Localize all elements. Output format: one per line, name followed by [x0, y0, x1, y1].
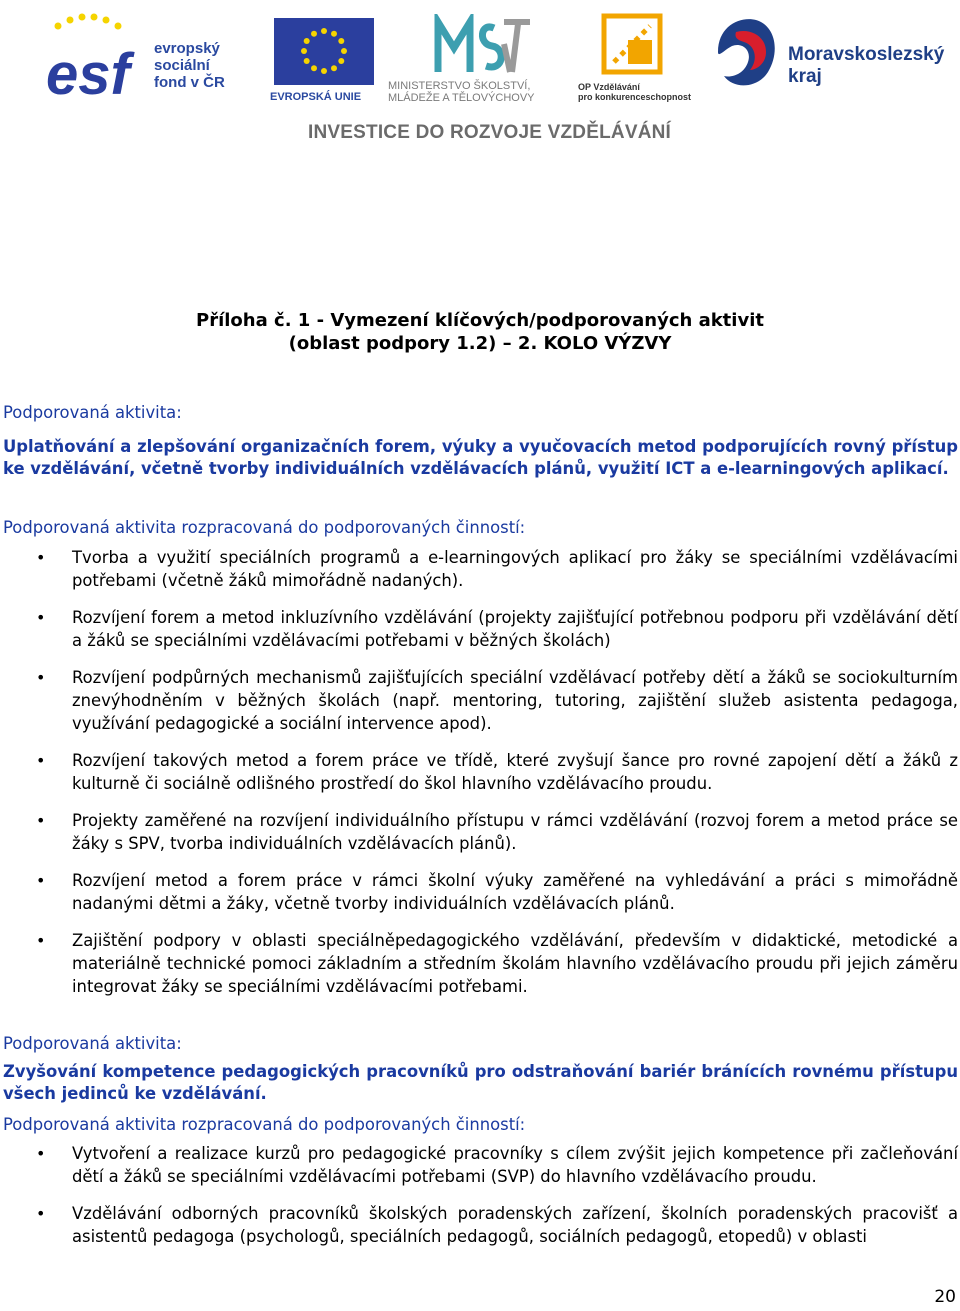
section1-activity: Uplatňování a zlepšování organizačních forem, výuky a vyučovacích metod podporujících rovný přístup ke vzdělávání, včetně tvorby individuálních vzdělávacích plánů, využití ICT a e-learningových aplikací. [3, 437, 958, 478]
page-number: 20 [934, 1287, 956, 1307]
moravskoslezsky-kraj-logo [710, 12, 945, 107]
list-item: • Vytvoření a realizace kurzů pro pedagogické pracovníky s cílem zvýšit jejich kompetence při začleňování dětí a žáků se speciálními vzdělávacími potřebami (SVP) do hlavního vzdělávacího proudu. [0, 1142, 960, 1188]
list-item: • Rozvíjení metod a forem práce v rámci školní výuky zaměřené na vyhledávání a práci s mimořádně nadanými dětmi a žáky, včetně tvorby individuálních vzdělávacích plánů. [0, 869, 960, 915]
op-vzdelavani-logo [578, 12, 703, 107]
section1-label: Podporovaná aktivita: [3, 403, 182, 422]
msk-text-line: Moravskoslezský [788, 44, 945, 65]
list-item: • Rozvíjení podpůrných mechanismů zajišťujících speciální vzdělávací potřeby dětí a žáků se sociokulturním znevýhodněním v běžných školách (např. mentoring, tutoring, zajištění služeb asistenta pedagoga, využívání pedagogické a sociální intervence apod). [0, 666, 960, 735]
svg-text:esf: esf [46, 42, 130, 107]
list-item: • Zajištění podpory v oblasti speciálněpedagogického vzdělávání, především v didaktické, metodické a materiálně technické pomoci základním a středním školám hlavního vzdělávacího proudu při jejich záměru integrovat žáky se speciálními vzdělávacími potřebami. [0, 929, 960, 998]
section2-label: Podporovaná aktivita: [3, 1034, 182, 1053]
eu-flag-icon [274, 18, 374, 85]
list-item: • Rozvíjení takových metod a forem práce ve třídě, které zvyšují šance pro rovné zapojení dětí a žáků z kulturně či sociálně odlišného prostředí do škol hlavního vzdělávacího proudu. [0, 749, 960, 795]
logo-banner [38, 0, 945, 160]
section2-detail-label: Podporovaná aktivita rozpracovaná do podporovaných činností: [3, 1115, 526, 1134]
section1-activity-list [0, 546, 960, 1012]
list-item: • Tvorba a využití speciálních programů a e-learningových aplikací pro žáky se speciálními vzdělávacími potřebami (včetně žáků mimořádně nadaných). [0, 546, 960, 592]
list-item: • Rozvíjení forem a metod inkluzívního vzdělávání (projekty zajišťující potřebnou podporu při vzdělávání dětí a žáků se speciálními vzdělávacími potřebami v běžných školách) [0, 606, 960, 652]
msmt-mark-icon [432, 14, 532, 78]
section2-activity-list [0, 1142, 960, 1262]
section1-detail-label: Podporovaná aktivita rozpracovaná do podporovaných činností: [3, 518, 526, 537]
msk-mark-icon [710, 12, 782, 92]
slogan: INVESTICE DO ROZVOJE VZDĚLÁVÁNÍ [308, 122, 672, 143]
title-line: Příloha č. 1 - Vymezení klíčových/podporovaných aktivit [196, 310, 764, 331]
msmt-logo [388, 14, 578, 109]
eu-logo [270, 18, 380, 108]
msk-text-line: kraj [788, 66, 822, 87]
title-line: (oblast podpory 1.2) – 2. KOLO VÝZVY [288, 333, 672, 354]
eu-text: EVROPSKÁ UNIE [270, 91, 362, 103]
esf-mark-icon [44, 12, 144, 107]
section2-activity: Zvyšování kompetence pedagogických pracovníků pro odstraňování bariér bránících rovnému přístupu všech jedinců ke vzdělávání. [3, 1062, 958, 1103]
esf-text-line: sociální [154, 57, 210, 74]
list-item: • Projekty zaměřené na rozvíjení individuálního přístupu v rámci vzdělávání (rozvoj forem a metod práce se žáky s SPV, tvorba individuálních vzdělávacích plánů). [0, 809, 960, 855]
op-mark-icon [600, 12, 666, 82]
msmt-text-line: MLÁDEŽE A TĚLOVÝCHOVY [388, 92, 535, 104]
esf-text-line: evropský [154, 40, 220, 57]
esf-text-line: fond v ČR [154, 74, 225, 91]
op-text-line: pro konkurenceschopnost [578, 92, 692, 102]
op-text-line: OP Vzdělávání [578, 82, 640, 92]
document-title [0, 309, 960, 355]
msmt-text-line: MINISTERSTVO ŠKOLSTVÍ, [388, 80, 531, 92]
list-item: • Vzdělávání odborných pracovníků školských poradenských zařízení, školních poradenských pracovišť a asistentů pedagoga (psychologů, speciálních pedagogů, sociálních pedagogů, etopedů) v oblasti [0, 1202, 960, 1248]
esf-logo [44, 12, 244, 107]
